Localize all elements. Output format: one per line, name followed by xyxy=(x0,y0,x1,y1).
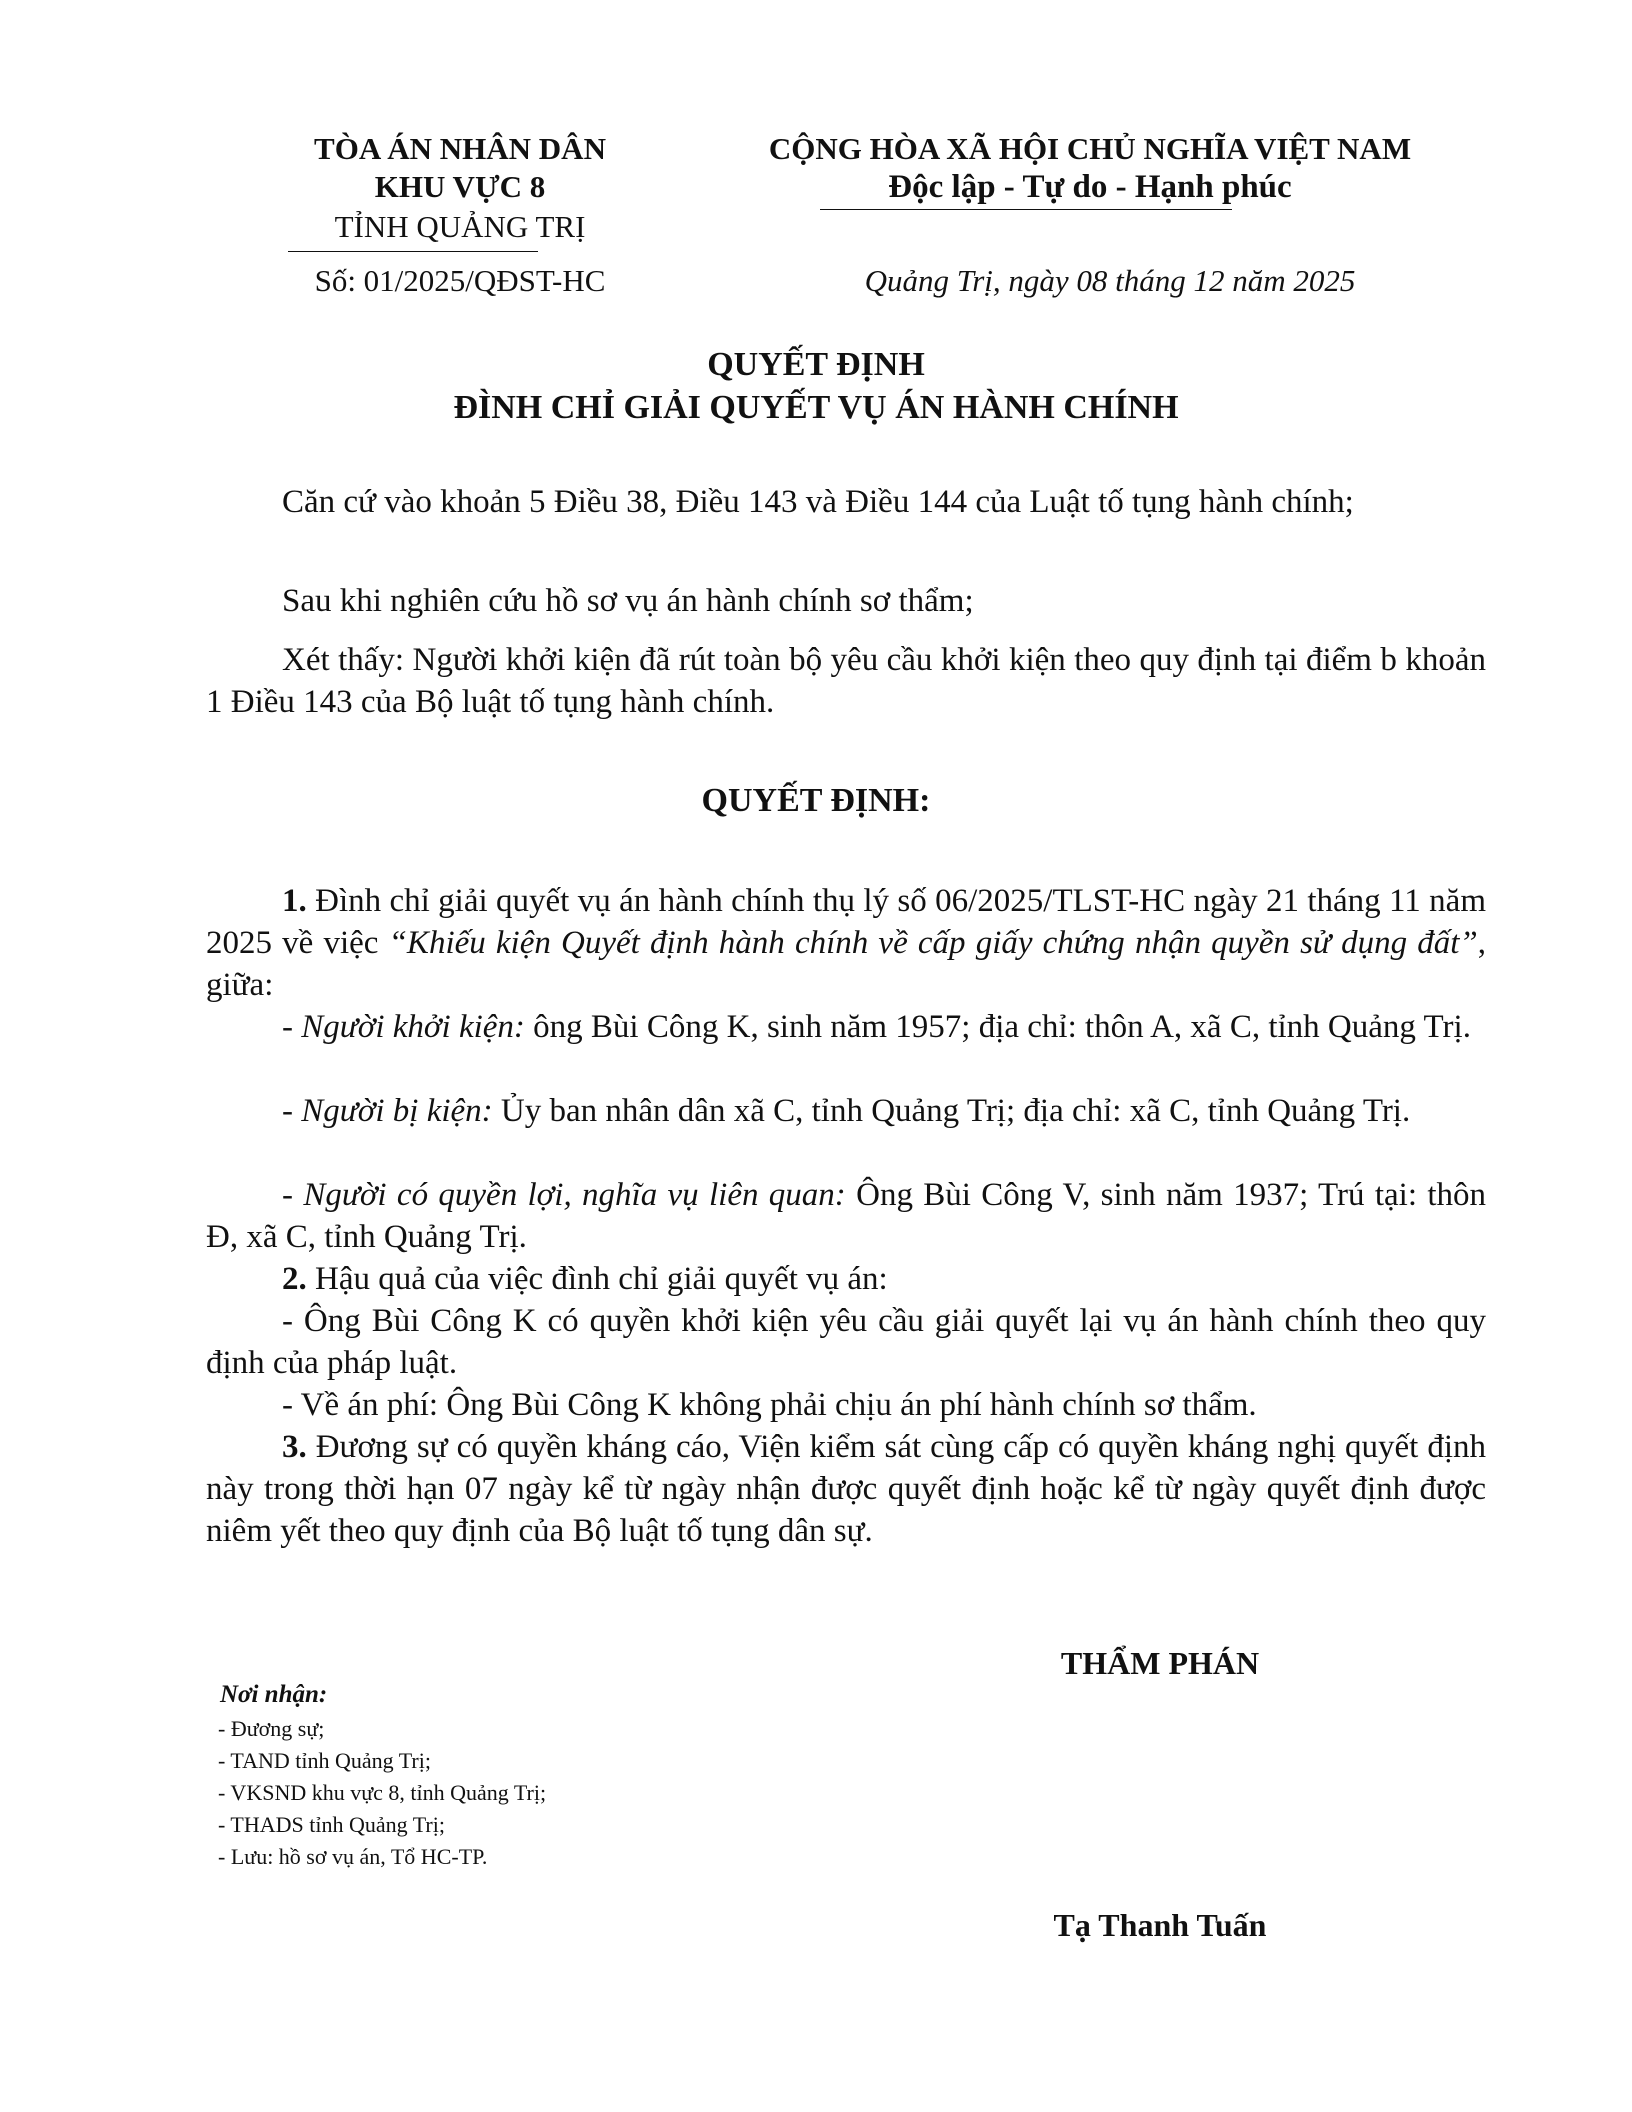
place-date: Quảng Trị, ngày 08 tháng 12 năm 2025 xyxy=(864,263,1356,298)
recipient-item: - TAND tỉnh Quảng Trị; xyxy=(218,1748,431,1773)
related-dash: - xyxy=(282,1177,304,1213)
party-plaintiff xyxy=(206,1006,1486,1048)
recipient-item: - VKSND khu vực 8, tỉnh Quảng Trị; xyxy=(218,1780,547,1805)
item-2-text: Hậu quả của việc đình chỉ giải quyết vụ án: xyxy=(306,1261,888,1297)
recipient-item: - THADS tỉnh Quảng Trị; xyxy=(218,1812,445,1837)
item-1-case-subject: “Khiếu kiện Quyết định hành chính về cấp giấy chứng nhận quyền sử dụng đất” xyxy=(388,925,1478,961)
motto-underline xyxy=(820,209,1232,210)
party-defendant xyxy=(206,1090,1486,1132)
recipients-title: Nơi nhận: xyxy=(220,1681,328,1708)
party-related xyxy=(206,1174,1486,1258)
decision-item-2 xyxy=(206,1258,1486,1300)
nation-title: CỘNG HÒA XÃ HỘI CHỦ NGHĨA VIỆT NAM xyxy=(768,131,1412,166)
plaintiff-dash: - xyxy=(282,1009,302,1045)
decision-item-1 xyxy=(206,880,1486,1006)
related-label: Người có quyền lợi, nghĩa vụ liên quan: xyxy=(303,1177,846,1213)
plaintiff-label: Người khởi kiện: xyxy=(301,1009,525,1045)
defendant-dash: - xyxy=(282,1093,302,1129)
document-number: Số: 01/2025/QĐST-HC xyxy=(314,263,606,298)
item-3-text: Đương sự có quyền kháng cáo, Viện kiểm sát cùng cấp có quyền kháng nghị quyết định này trong thời hạn 07 ngày kể từ ngày nhận được quyết định hoặc kể từ ngày quyết định được niêm yết theo quy định của Bộ luật tố tụng dân sự. xyxy=(206,1429,1486,1549)
court-name-line2: KHU VỰC 8 xyxy=(374,169,546,204)
plaintiff-details: ông Bùi Công K, sinh năm 1957; địa chỉ: thôn A, xã C, tỉnh Quảng Trị. xyxy=(524,1009,1471,1045)
preamble-legal-basis: Căn cứ vào khoản 5 Điều 38, Điều 143 và Điều 144 của Luật tố tụng hành chính; xyxy=(282,484,1354,520)
item-3-number: 3. xyxy=(282,1429,307,1465)
preamble-finding: Xét thấy: Người khởi kiện đã rút toàn bộ yêu cầu khởi kiện theo quy định tại điểm b khoản 1 Điều 143 của Bộ luật tố tụng hành chính. xyxy=(206,642,1486,720)
item-2-consequence-a: - Ông Bùi Công K có quyền khởi kiện yêu cầu giải quyết lại vụ án hành chính theo quy định của pháp luật. xyxy=(206,1303,1486,1381)
recipient-item: - Lưu: hồ sơ vụ án, Tổ HC-TP. xyxy=(218,1844,488,1869)
decision-item-3 xyxy=(206,1426,1486,1552)
court-name-line1: TÒA ÁN NHÂN DÂN xyxy=(314,131,606,166)
item-1-number: 1. xyxy=(282,883,307,919)
item-2-consequence-b: - Về án phí: Ông Bùi Công K không phải chịu án phí hành chính sơ thẩm. xyxy=(282,1387,1257,1423)
decision-subtitle: ĐÌNH CHỈ GIẢI QUYẾT VỤ ÁN HÀNH CHÍNH xyxy=(453,389,1179,426)
preamble-review: Sau khi nghiên cứu hồ sơ vụ án hành chính sơ thẩm; xyxy=(282,583,974,619)
related-details: Ông Bùi Công V, sinh năm 1937; Trú tại: thôn Đ, xã C, tỉnh Quảng Trị. xyxy=(206,1177,1486,1255)
signer-name: Tạ Thanh Tuấn xyxy=(1053,1907,1267,1943)
national-motto: Độc lập - Tự do - Hạnh phúc xyxy=(888,169,1292,205)
item-1-tail: , giữa: xyxy=(206,925,1486,1003)
item-1-text: Đình chỉ giải quyết vụ án hành chính thụ lý số 06/2025/TLST-HC ngày 21 tháng 11 năm 2025 về việc xyxy=(206,883,1486,961)
court-name-line3: TỈNH QUẢNG TRỊ xyxy=(334,209,586,244)
defendant-details: Ủy ban nhân dân xã C, tỉnh Quảng Trị; địa chỉ: xã C, tỉnh Quảng Trị. xyxy=(492,1093,1411,1129)
recipient-item: - Đương sự; xyxy=(218,1716,325,1741)
court-underline xyxy=(288,251,538,252)
decision-title: QUYẾT ĐỊNH xyxy=(707,346,925,383)
item-2-number: 2. xyxy=(282,1261,307,1297)
decision-heading: QUYẾT ĐỊNH: xyxy=(701,782,931,819)
signer-role: THẨM PHÁN xyxy=(1060,1645,1260,1681)
defendant-label: Người bị kiện: xyxy=(301,1093,493,1129)
